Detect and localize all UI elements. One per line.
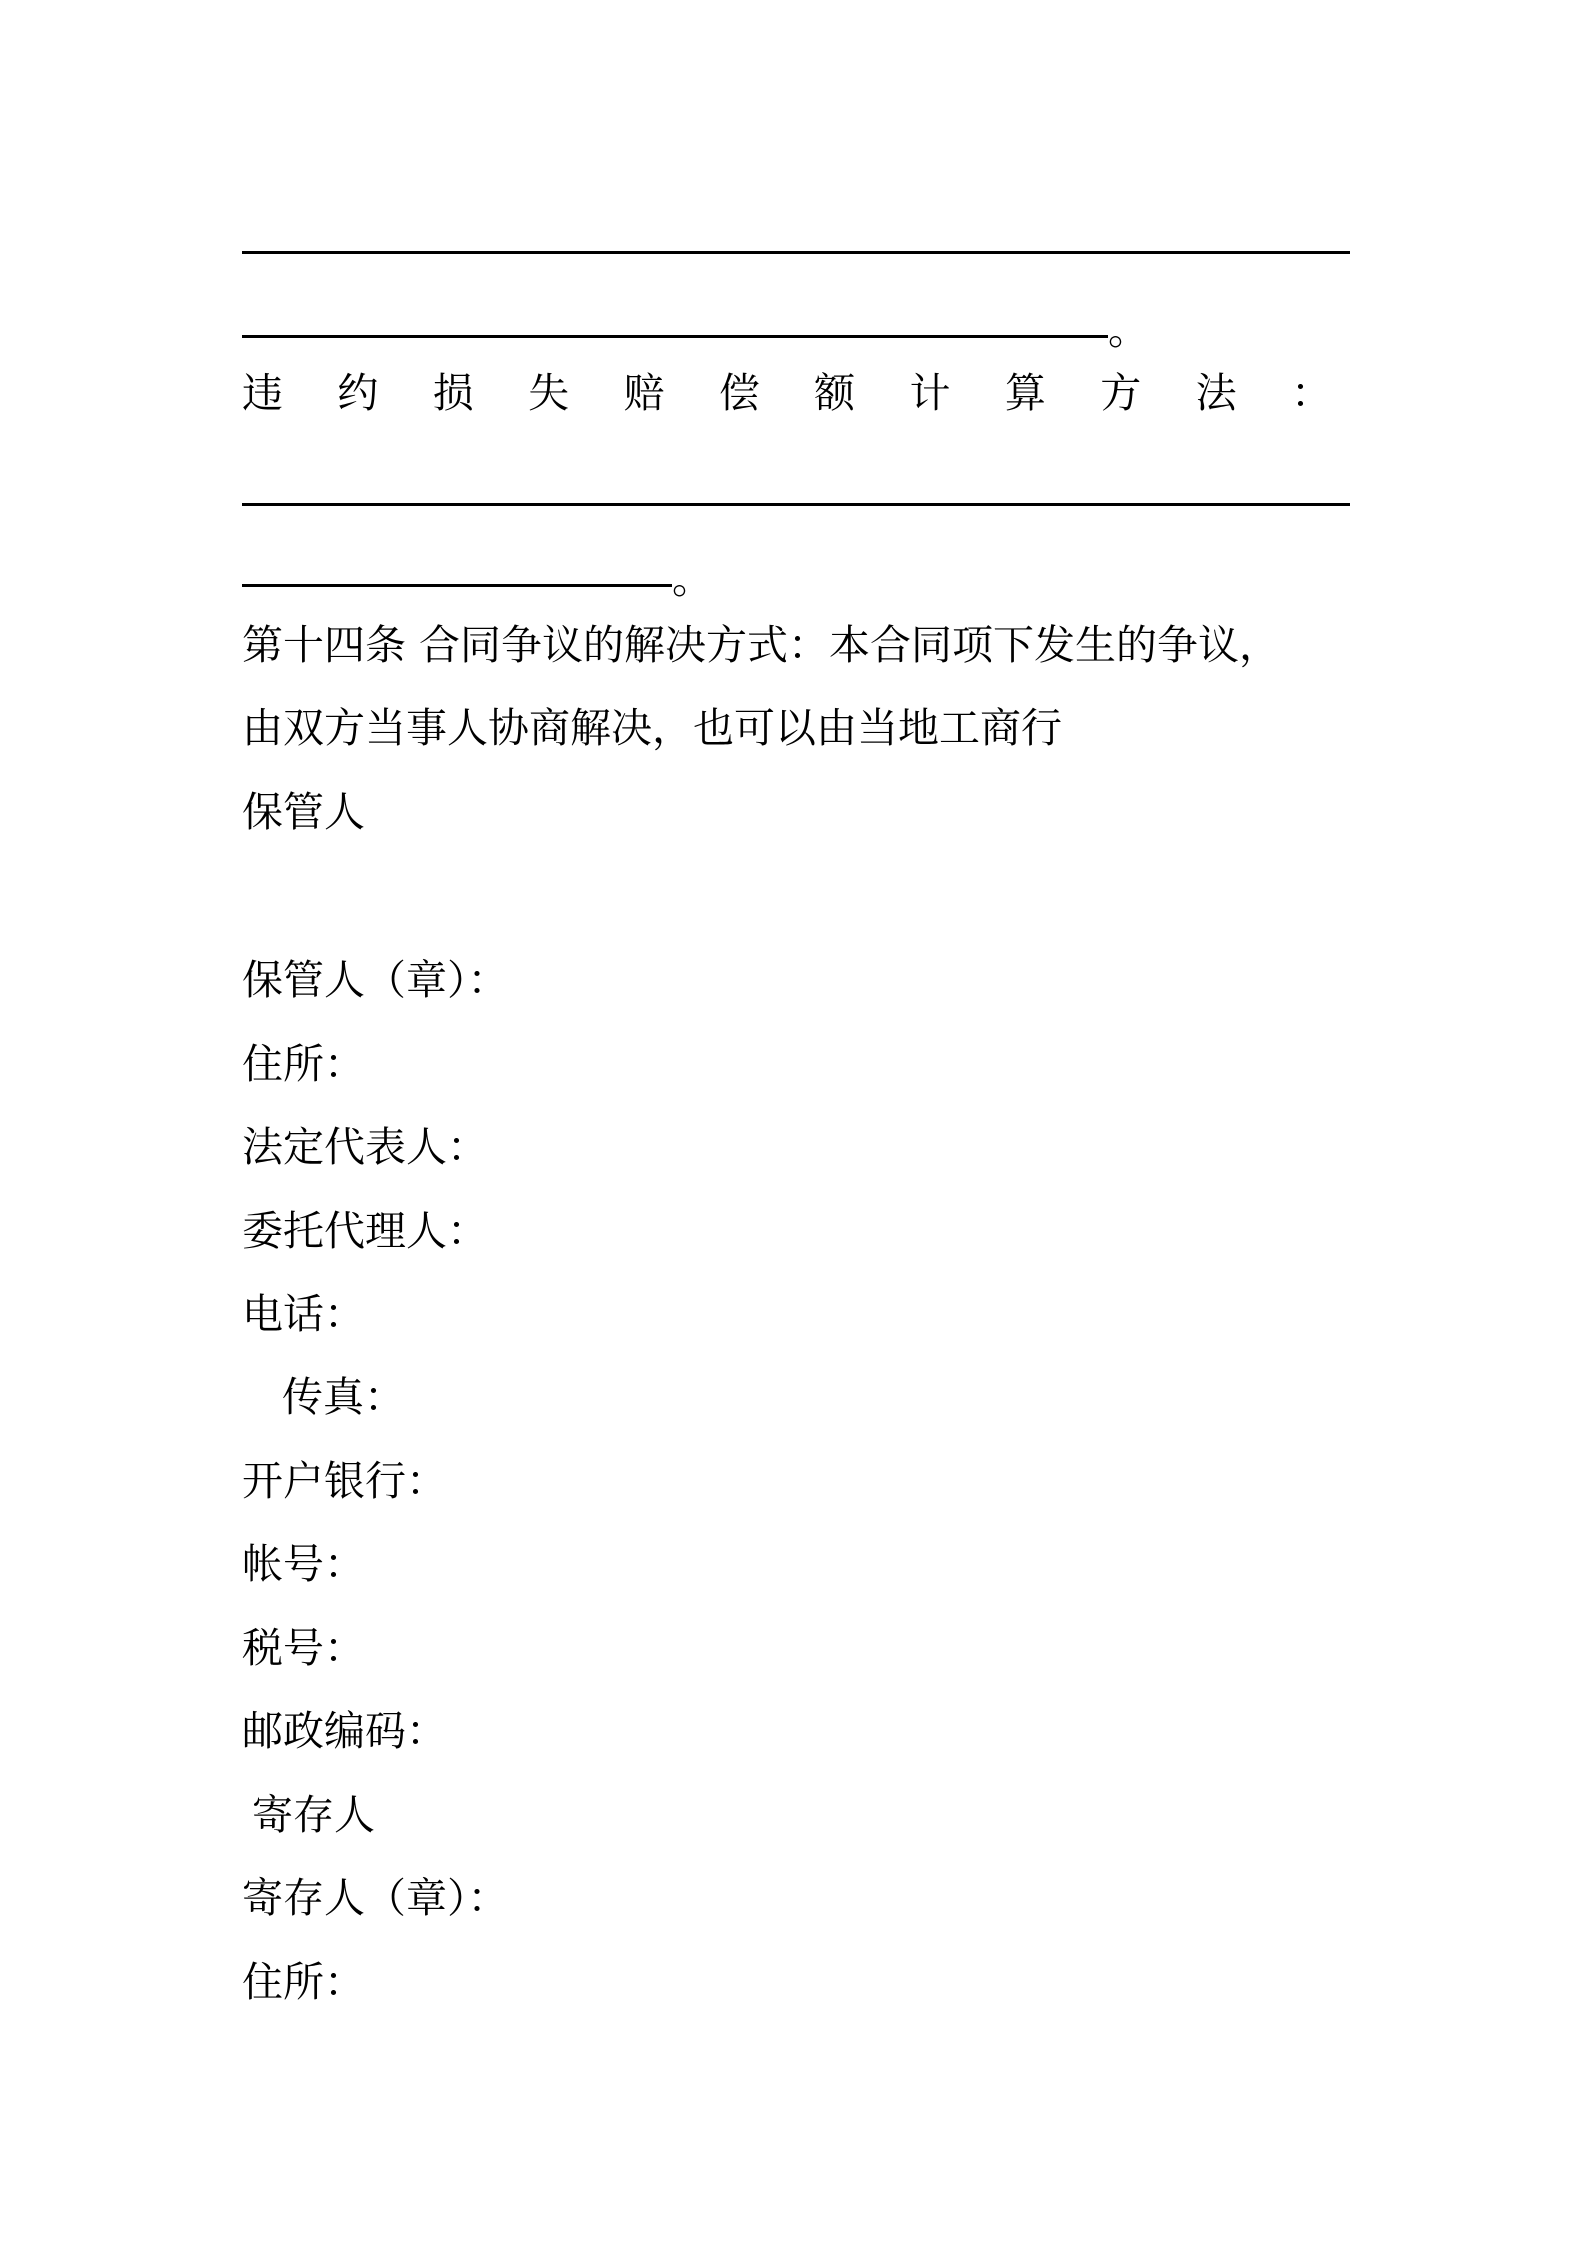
custodian-account: 帐号： [242,1540,365,1588]
label-char: 赔 [623,369,665,417]
blank-line-4 [242,584,672,587]
label-char: 约 [337,369,379,417]
custodian-legal-rep: 法定代表人： [242,1123,488,1171]
custodian-phone: 电话： [242,1290,365,1338]
article-14-line-2: 由双方当事人协商解决，也可以由当地工商行 [242,704,1062,752]
custodian-bank: 开户银行： [242,1457,447,1505]
custodian-postcode: 邮政编码： [242,1707,447,1755]
label-char: 算 [1004,369,1046,417]
label-char: 计 [909,369,951,417]
custodian-seal: 保管人（章）： [242,956,509,1004]
penalty-formula-label [242,368,1332,418]
depositor-heading: 寄存人 [252,1791,375,1839]
label-char: 失 [528,369,570,417]
label-char: 额 [814,369,856,417]
custodian-address: 住所： [242,1040,365,1088]
blank-line-period-2: 。 [672,555,713,603]
label-char: 偿 [718,369,760,417]
custodian-heading: 保管人 [242,788,365,836]
article-14-line-1: 第十四条 合同争议的解决方式：本合同项下发生的争议， [242,621,1281,669]
label-char: ： [1290,369,1332,417]
label-char: 违 [242,369,283,417]
blank-line-3 [242,503,1350,506]
label-char: 法 [1195,369,1237,417]
blank-line-period-1: 。 [1108,306,1149,354]
custodian-tax-no: 税号： [242,1624,365,1672]
blank-line-2 [242,335,1108,338]
blank-line-1 [242,251,1350,254]
custodian-fax: 传真： [282,1373,405,1421]
custodian-agent: 委托代理人： [242,1207,488,1255]
label-char: 损 [432,369,474,417]
depositor-address: 住所： [242,1958,365,2006]
depositor-seal: 寄存人（章）： [242,1874,509,1922]
label-char: 方 [1100,369,1142,417]
